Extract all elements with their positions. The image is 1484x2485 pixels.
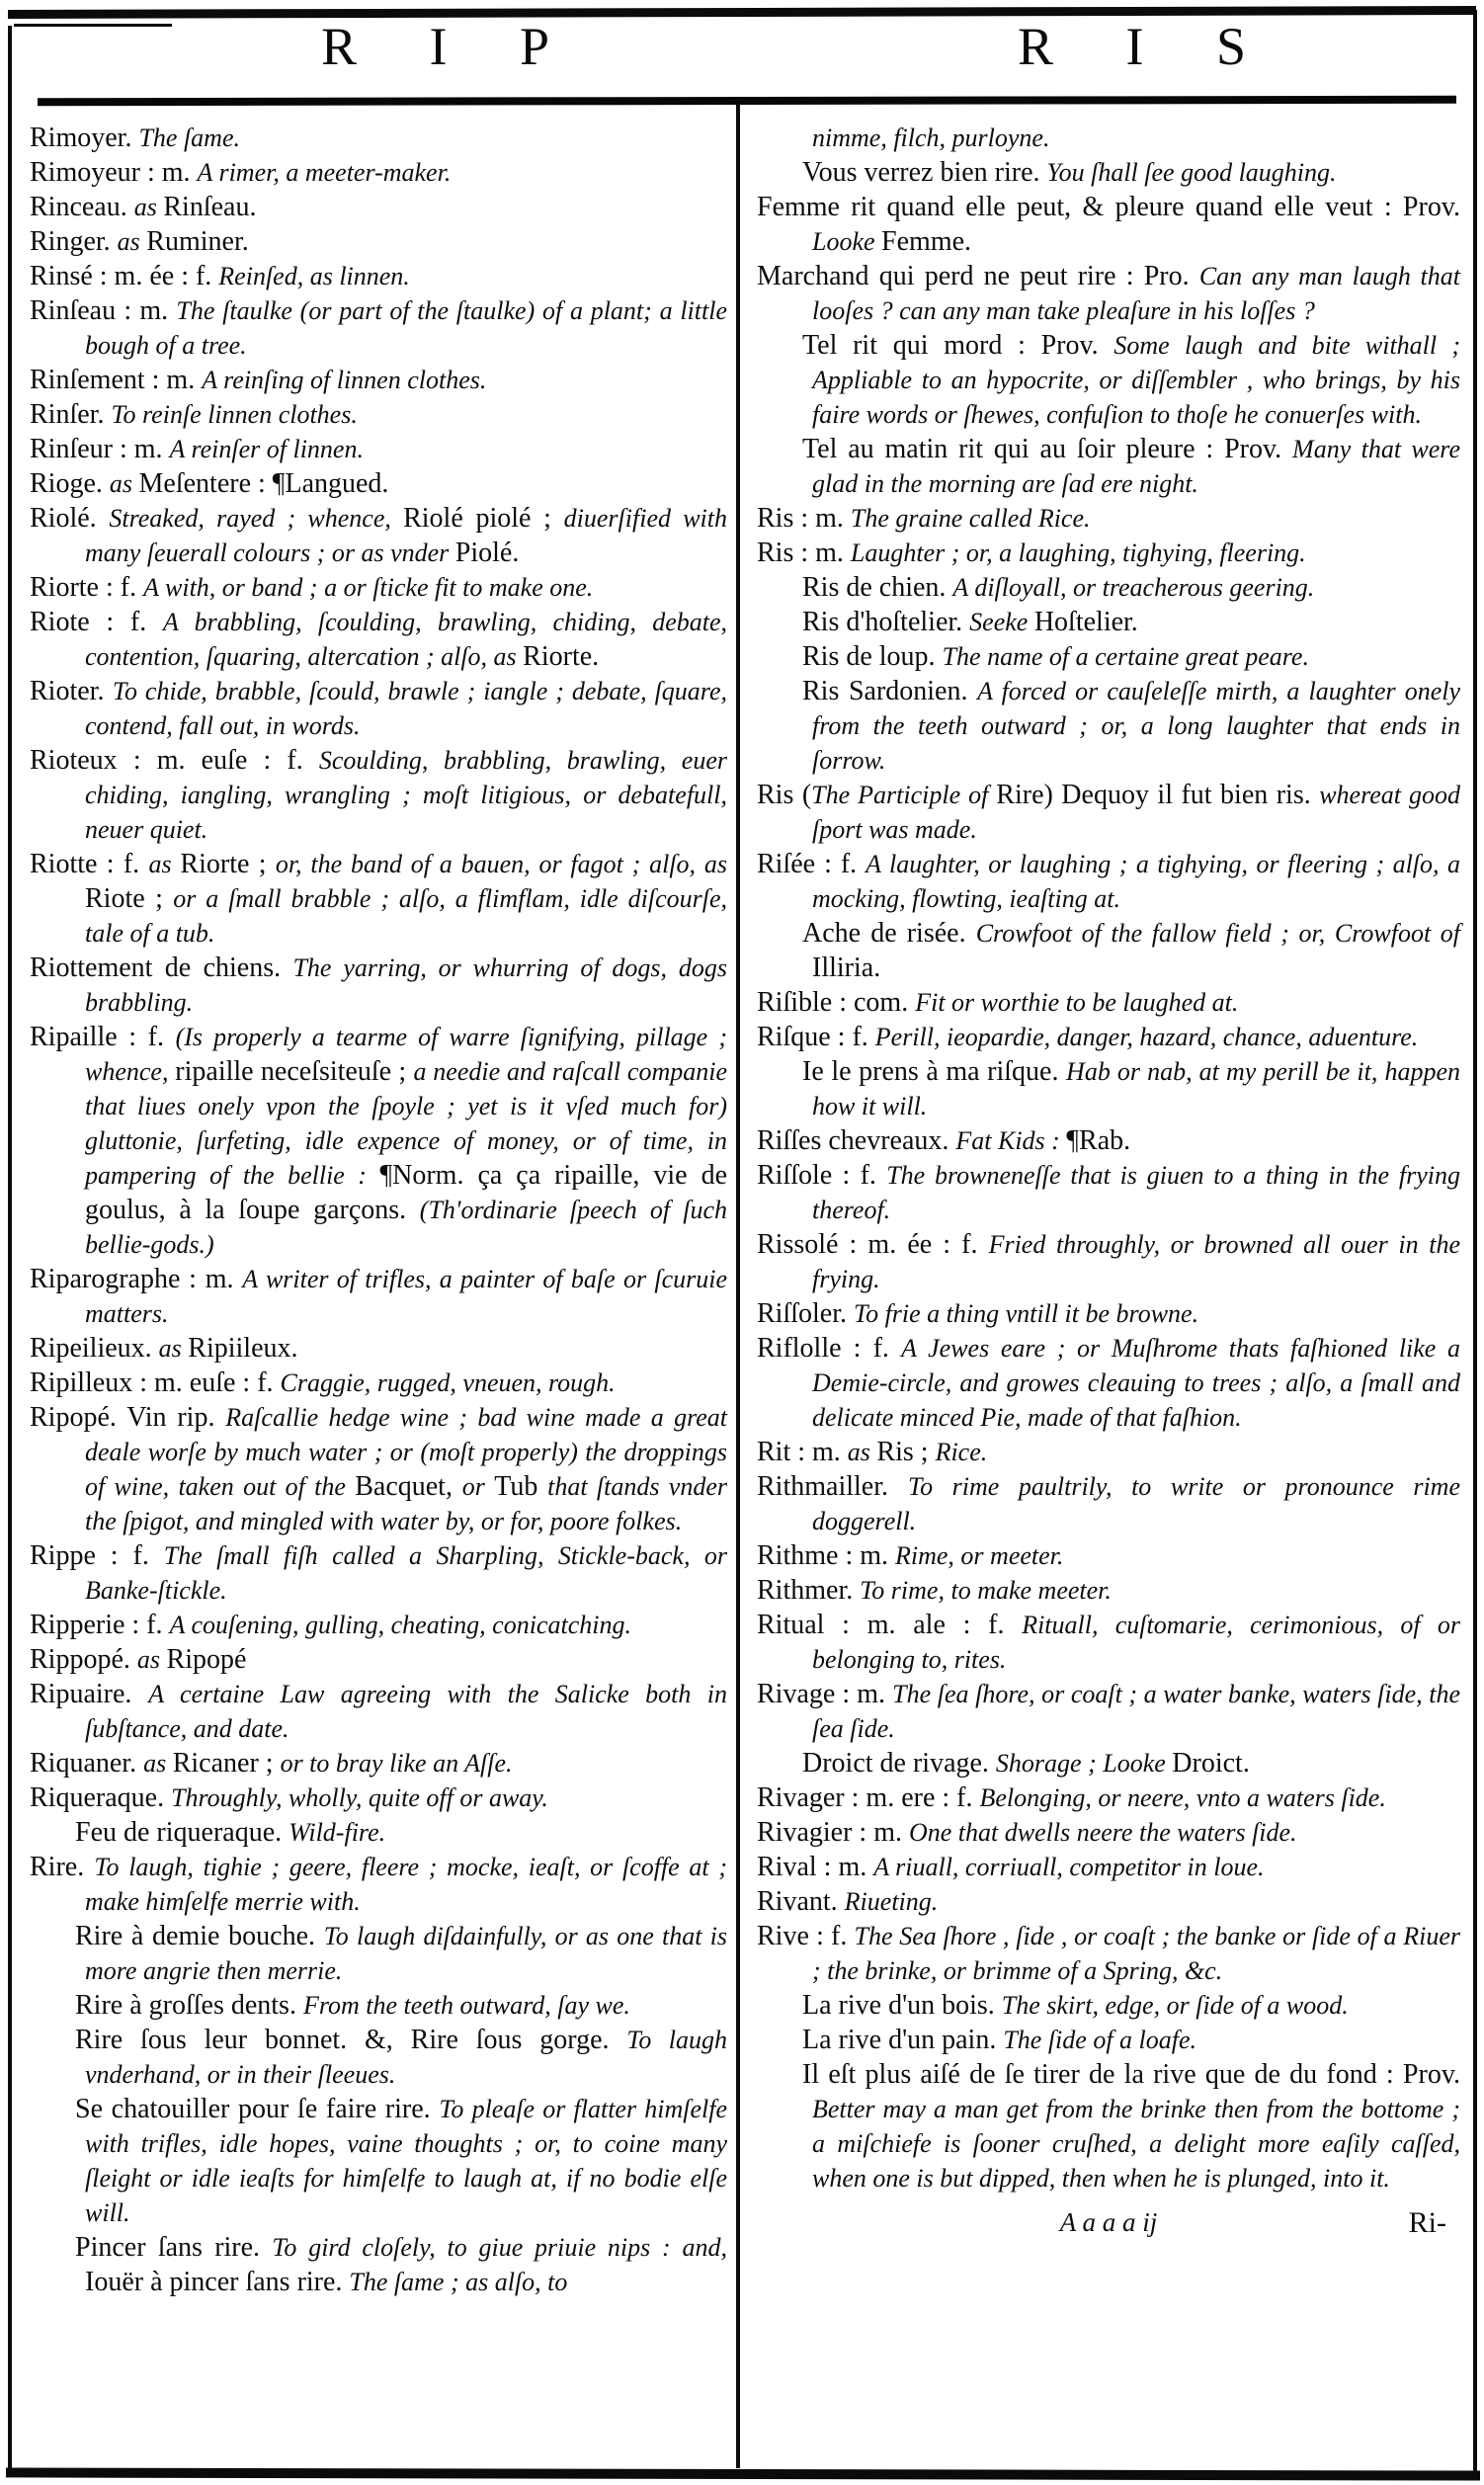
headword-text: Riorte ;	[180, 849, 276, 879]
gloss-text: as	[158, 1334, 189, 1363]
gloss-text: The ſea ſhore, or coaſt ; a water banke, waters ſide, the ſea ſide.	[812, 1680, 1461, 1743]
gloss-text: Fried throughly, or browned all ouer in the frying.	[812, 1230, 1460, 1293]
dictionary-entry	[30, 1020, 727, 1262]
gloss-text: The ſmall fiſh called a Sharpling, Stickle-back, or Banke-ſtickle.	[85, 1541, 727, 1605]
headword-text: Ripiileux.	[188, 1333, 298, 1364]
dictionary-subentry	[757, 1054, 1460, 1123]
headword-text: Rithme : m.	[757, 1540, 895, 1571]
headword-text: Meſentere : ¶Langued.	[138, 468, 389, 499]
headword-text: Rire.	[30, 1852, 95, 1882]
gloss-text: To reinſe linnen clothes.	[111, 400, 358, 429]
headword-text: Rinſeau.	[163, 192, 257, 222]
dictionary-entry	[30, 501, 727, 570]
gloss-text: Rice.	[935, 1438, 988, 1466]
headword-text: ¶Rab.	[1066, 1125, 1131, 1156]
headword-text: Rioter.	[30, 676, 113, 706]
gloss-text: Some laugh and bite withall ; Appliable to an hypocrite, or diſſembler , who brings, by his faire words or ſhewes, confuſion to thoſe he conuerſes with.	[812, 331, 1461, 429]
gloss-text: Scoulding, brabbling, brawling, euer chiding, iangling, wrangling ; moſt litigious, or debatefull, neuer quiet.	[85, 746, 727, 844]
gloss-text: Throughly, wholly, quite off or away.	[171, 1783, 548, 1812]
gloss-text: as	[109, 469, 139, 498]
gloss-text: The skirt, edge, or ſide of a wood.	[1001, 1991, 1349, 2020]
headword-text: Rissolé : m. ée : f.	[757, 1229, 989, 1260]
headword-text: Rivant.	[757, 1886, 845, 1917]
headword-text: Pincer ſans rire.	[75, 2232, 273, 2263]
headword-text: Rithmailler.	[757, 1471, 909, 1502]
gloss-text: Shorage ; Looke	[995, 1749, 1173, 1778]
gloss-text: A laughter, or laughing ; a tighying, or fleering ; alſo, a mocking, flowting, ieaſting at.	[812, 850, 1460, 913]
gloss-text: To rime, to make meeter.	[860, 1576, 1112, 1605]
dictionary-subentry	[757, 674, 1460, 778]
headword-text: Rimoyeur : m.	[30, 157, 198, 188]
headword-text: Rire) Dequoy il fut bien ris.	[996, 780, 1320, 810]
dictionary-entry	[30, 1366, 727, 1400]
dictionary-entry	[30, 1781, 727, 1815]
dictionary-entry	[30, 259, 727, 293]
headword-text: Ris : m.	[757, 538, 851, 568]
dictionary-entry	[30, 1850, 727, 1919]
headword-text: Rippe : f.	[30, 1540, 164, 1571]
dictionary-entry	[30, 743, 727, 847]
gloss-text: To laugh vnderhand, or in their ſleeues.	[85, 2026, 728, 2089]
gloss-text: A Jewes eare ; or Muſhrome thats faſhioned like a Demie-circle, and growes cleauing to trees ; alſo, a ſmall and delicate minced Pie, made of that faſhion.	[812, 1334, 1460, 1432]
headword-text: Rit : m.	[757, 1437, 848, 1467]
gloss-text: To rime paultrily, to write or pronounce rime doggerell.	[812, 1472, 1460, 1535]
headword-text: Ripeilieux.	[30, 1333, 159, 1364]
headword-text: Riolé piolé ;	[403, 503, 564, 534]
left-column	[30, 121, 727, 2299]
headword-text: Ripopé. Vin rip.	[30, 1402, 226, 1433]
headword-text: Riorte : f.	[30, 572, 144, 603]
page-border-left	[8, 26, 12, 2475]
gloss-text: A forced or cauſeleſſe mirth, a laughter onely from the teeth outward ; or, a long laughter that ends in ſorrow.	[812, 677, 1461, 775]
headword-text: Rivager : m. ere : f.	[757, 1782, 980, 1813]
headword-text: Rire à demie bouche.	[75, 1921, 324, 1951]
dictionary-subentry	[757, 328, 1460, 432]
gloss-text: To laugh, tighie ; geere, fleere ; mocke, ieaſt, or ſcoffe at ; make himſelfe merrie with.	[85, 1853, 727, 1916]
headword-text: Tub	[494, 1471, 548, 1502]
gloss-text: Craggie, rugged, vneuen, rough.	[280, 1368, 616, 1397]
headword-text: Ruminer.	[146, 226, 249, 257]
gloss-text: as	[847, 1438, 877, 1466]
gloss-text: Rime, or meeter.	[895, 1541, 1064, 1570]
gloss-text: Fat Kids :	[955, 1126, 1067, 1155]
dictionary-entry	[30, 466, 727, 501]
dictionary-entry	[757, 847, 1460, 916]
gloss-text: A brabbling, ſcoulding, brawling, chiding, debate, contention, ſquaring, altercation ; alſo, as	[85, 608, 728, 671]
dictionary-entry	[30, 224, 727, 259]
dictionary-subentry	[30, 2092, 727, 2230]
headword-text: Ringer.	[30, 226, 118, 257]
dictionary-subentry	[30, 2230, 727, 2299]
headword-text: Vous verrez bien rire.	[802, 157, 1047, 188]
headword-text: Rippopé.	[30, 1644, 137, 1675]
headword-text: Riſſoler.	[757, 1298, 854, 1329]
headword-text: Il eſt plus aiſé de ſe tirer de la rive que de du fond : Prov.	[802, 2059, 1460, 2090]
headword-text: Riote : f.	[30, 607, 163, 637]
headword-text: Ie le prens à ma riſque.	[802, 1056, 1067, 1087]
dictionary-entry	[30, 363, 727, 397]
gloss-text: Streaked, rayed ; whence,	[109, 504, 404, 533]
headword-text: Riolé.	[30, 503, 110, 534]
gloss-text: To frie a thing vntill it be browne.	[854, 1299, 1199, 1328]
headword-text: Riote ;	[85, 883, 174, 914]
headword-text: Se chatouiller pour ſe faire rire.	[75, 2094, 440, 2124]
page-border-right	[1473, 10, 1477, 2477]
dictionary-entry	[757, 1227, 1460, 1296]
signature-mark: A a a a ij	[1059, 2207, 1158, 2237]
headword-text: Rioge.	[30, 468, 110, 499]
headword-text: Rinſeur : m.	[30, 434, 170, 464]
headword-text: Ricaner ;	[172, 1748, 281, 1779]
gloss-text: Better may a man get from the brinke then from the bottome ; a miſchiefe is ſooner cruſhed, a delight more eaſily caſſed, when one is but dipped, then when he is plunged, into it.	[812, 2095, 1460, 2193]
gloss-text: To gird cloſely, to giue priuie nips : and,	[272, 2233, 727, 2262]
headword-text: Rivage : m.	[757, 1679, 893, 1709]
dictionary-entry	[757, 190, 1460, 259]
headword-text: Ris de loup.	[802, 641, 943, 672]
headword-text: Rive : f.	[757, 1921, 855, 1951]
dictionary-subentry	[757, 1988, 1460, 2023]
dictionary-entry	[30, 293, 727, 363]
headword-text: Riſſes chevreaux.	[757, 1125, 956, 1156]
gloss-text: The Sea ſhore , ſide , or coaſt ; the banke or ſide of a Riuer ; the brinke, or brimme of a Spring, &c.	[812, 1922, 1460, 1985]
headword-text: Ripopé	[166, 1644, 247, 1675]
dictionary-entry	[30, 1262, 727, 1331]
headword-text: Rimoyer.	[30, 123, 139, 153]
headword-text: Ripilleux : m. euſe : f.	[30, 1367, 281, 1398]
dictionary-subentry	[757, 605, 1460, 639]
dictionary-entry	[757, 1608, 1460, 1677]
footer-row	[757, 2205, 1460, 2245]
gloss-text: as	[136, 1645, 167, 1674]
headword-text: Feu de riqueraque.	[75, 1817, 289, 1848]
dictionary-entry	[757, 1850, 1460, 1884]
headword-text: La rive d'un pain.	[802, 2025, 1004, 2055]
gloss-text: A diſloyall, or treacherous geering.	[952, 573, 1315, 602]
gloss-text: that ſtands vnder the ſpigot, and mingled with water by, or for, poore folkes.	[85, 1472, 727, 1535]
gloss-text: A reinſing of linnen clothes.	[202, 366, 487, 394]
gloss-text: Can any man laugh that looſes ? can any man take pleaſure in his loſſes ?	[812, 262, 1460, 325]
dictionary-subentry	[757, 916, 1460, 985]
headword-text: Droict.	[1172, 1748, 1250, 1779]
dictionary-entry	[30, 1331, 727, 1366]
dictionary-entry	[757, 778, 1460, 847]
headword-text: Ritual : m. ale : f.	[757, 1610, 1023, 1640]
dictionary-entry	[757, 1123, 1460, 1158]
gloss-text: The graine called Rice.	[850, 504, 1091, 533]
dictionary-entry	[757, 1020, 1460, 1054]
dictionary-subentry	[757, 570, 1460, 605]
gloss-text: A writer of trifles, a painter of baſe or ſcuruie matters.	[85, 1265, 727, 1328]
gloss-text: Riueting.	[844, 1887, 939, 1916]
headword-text: Rire à groſſes dents.	[75, 1990, 303, 2021]
dictionary-entry	[30, 847, 727, 951]
dictionary-entry	[30, 190, 727, 224]
dictionary-entry	[757, 1677, 1460, 1746]
headword-text: Ris (	[757, 780, 812, 810]
headword-text: Riſible : com.	[757, 987, 916, 1018]
headword-text: Tel au matin rit qui au ſoir pleure : Prov.	[802, 434, 1293, 464]
gloss-text: The Participle of	[811, 781, 997, 809]
headword-text: Riottement de chiens.	[30, 953, 293, 983]
gloss-text: A riuall, corriuall, competitor in loue.	[873, 1853, 1265, 1881]
headword-text: Ris de chien.	[802, 572, 953, 603]
headword-text: Rinſement : m.	[30, 365, 203, 395]
gloss-text: A couſening, gulling, cheating, conicatching.	[169, 1611, 631, 1639]
dictionary-entry	[30, 432, 727, 466]
gloss-text: The yarring, or whurring of dogs, dogs brabbling.	[85, 953, 727, 1017]
dictionary-entry	[30, 570, 727, 605]
headword-text: Riſſole : f.	[757, 1160, 887, 1191]
gloss-text: From the teeth outward, ſay we.	[302, 1991, 630, 2020]
gloss-text: To laugh diſdainfully, or as one that is more angrie then merrie.	[85, 1922, 727, 1985]
gloss-text: The browneneſſe that is giuen to a thing in the frying thereof.	[812, 1161, 1460, 1224]
headword-text: Ripperie : f.	[30, 1610, 170, 1640]
dictionary-subentry	[30, 1988, 727, 2023]
dictionary-entry	[30, 951, 727, 1020]
header-rule	[38, 96, 1456, 107]
dictionary-entry	[30, 605, 727, 674]
gloss-text: A with, or band ; a or ſticke fit to make one.	[143, 573, 594, 602]
headword-text: Rithmer.	[757, 1575, 861, 1606]
dictionary-entry	[757, 985, 1460, 1020]
dictionary-entry	[757, 259, 1460, 328]
gloss-text: The ſtaulke (or part of the ſtaulke) of a plant; a little bough of a tree.	[85, 296, 727, 360]
gloss-text: A certaine Law agreeing with the Salicke both in ſubſtance, and date.	[85, 1680, 727, 1743]
gloss-text: Laughter ; or, a laughing, tighying, fleering.	[850, 538, 1306, 567]
headword-text: Rivagier : m.	[757, 1817, 909, 1848]
dictionary-subentry	[757, 2023, 1460, 2057]
gloss-text: as	[117, 227, 147, 256]
headword-text: Rire ſous leur bonnet. &, Rire ſous gorge.	[75, 2025, 627, 2055]
gloss-text: or, the band of a bauen, or fagot ; alſo, as	[275, 850, 727, 878]
dictionary-entry	[757, 1158, 1460, 1227]
gloss-text: A reinſer of linnen.	[169, 435, 364, 463]
headword-text: Femme.	[881, 226, 972, 257]
headword-text: ¶Norm. ça ça ripaille, vie de goulus, à la ſoupe garçons.	[85, 1160, 727, 1225]
dictionary-entry	[30, 1538, 727, 1608]
gloss-text: A rimer, a meeter-maker.	[197, 158, 452, 187]
gloss-text: The ſame.	[138, 124, 240, 152]
headword-text: Marchand qui perd ne peut rire : Pro.	[757, 261, 1199, 291]
gloss-text: Raſcallie hedge wine ; bad wine made a great deale worſe by much water ; or (moſt properly) the droppings of wine, taken out of the	[85, 1403, 727, 1501]
right-column	[757, 121, 1460, 2245]
gloss-text: Belonging, or neere, vnto a waters ſide.	[979, 1783, 1386, 1812]
entry-continuation	[757, 121, 1460, 155]
headword-text: Droict de rivage.	[802, 1748, 996, 1779]
headword-text: Rinceau.	[30, 192, 134, 222]
gloss-text: Many that were glad in the morning are ſad ere night.	[812, 435, 1460, 498]
dictionary-entry	[757, 1573, 1460, 1608]
headword-text: Piolé.	[454, 538, 520, 568]
gloss-text: or a ſmall brabble ; alſo, a flimflam, idle diſcourſe, tale of a tub.	[85, 884, 727, 948]
gloss-text: or to bray like an Aſſe.	[280, 1749, 513, 1778]
page-border-bottom	[6, 2467, 1480, 2480]
headword-text: Rinsé : m. ée : f.	[30, 261, 219, 291]
dictionary-subentry	[757, 1746, 1460, 1781]
dictionary-subentry	[30, 2023, 727, 2092]
headword-text: La rive d'un bois.	[802, 1990, 1002, 2021]
dictionary-subentry	[757, 639, 1460, 674]
gloss-text: Hab or nab, at my perill be it, happen how it will.	[812, 1057, 1460, 1120]
gloss-text: Fit or worthie to be laughed at.	[915, 988, 1239, 1017]
gloss-text: Seeke	[969, 608, 1034, 636]
gloss-text: You ſhall ſee good laughing.	[1046, 158, 1337, 187]
gloss-text: The name of a certaine great peare.	[942, 642, 1309, 671]
headword-text: Iouër à pincer ſans rire.	[85, 2267, 350, 2297]
dictionary-entry	[757, 536, 1460, 570]
guide-word-left: R I P	[321, 17, 580, 76]
dictionary-subentry	[30, 1815, 727, 1850]
dictionary-entry	[30, 1746, 727, 1781]
dictionary-entry	[30, 1400, 727, 1538]
dictionary-entry	[30, 1608, 727, 1642]
headword-text: Tel rit qui mord : Prov.	[802, 330, 1114, 361]
dictionary-entry	[757, 1331, 1460, 1435]
headword-text: Ripuaire.	[30, 1679, 149, 1709]
headword-text: Riſque : f.	[757, 1022, 875, 1052]
headword-text: Riorte.	[523, 641, 600, 672]
gloss-text: as	[143, 1749, 173, 1778]
gloss-text: (Th'ordinarie ſpeech of ſuch bellie-gods.)	[85, 1196, 727, 1259]
dictionary-entry	[757, 1538, 1460, 1573]
headword-text: Rival : m.	[757, 1852, 874, 1882]
headword-text: Hoſtelier.	[1033, 607, 1138, 637]
dictionary-entry	[757, 1781, 1460, 1815]
headword-text: Riſée : f.	[757, 849, 866, 879]
gloss-text: or	[461, 1472, 495, 1501]
gloss-text: whereat good ſport was made.	[812, 781, 1460, 844]
dictionary-entry	[30, 121, 727, 155]
dictionary-entry	[30, 1642, 727, 1677]
headword-text: Ris Sardonien.	[802, 676, 978, 706]
gloss-text: The ſame ; as alſo, to	[349, 2268, 568, 2296]
gloss-text: (Is properly a tearme of warre ſignifying, pillage ; whence,	[85, 1023, 727, 1086]
dictionary-entry	[30, 397, 727, 432]
dictionary-entry	[757, 1296, 1460, 1331]
catchword: Ri-	[1408, 2206, 1446, 2239]
headword-text: Rinſer.	[30, 399, 112, 430]
guide-word-right: R I S	[1018, 17, 1277, 76]
gloss-text: Crowfoot of the fallow field ; or, Crowfoot of	[975, 919, 1460, 948]
dictionary-entry	[757, 1919, 1460, 1988]
dictionary-entry	[757, 501, 1460, 536]
headword-text: Ris ;	[876, 1437, 936, 1467]
dictionary-entry	[30, 155, 727, 190]
dictionary-entry	[30, 1677, 727, 1746]
dictionary-entry	[757, 1435, 1460, 1469]
dictionary-entry	[757, 1884, 1460, 1919]
dictionary-entry	[757, 1815, 1460, 1850]
headword-text: ripaille neceſsiteuſe ;	[175, 1056, 414, 1087]
headword-text: Riquaner.	[30, 1748, 144, 1779]
gloss-text: To pleaſe or flatter himſelfe with trifles, idle hopes, vaine thoughts ; or, to coine many ſleight or idle ieaſts for himſelfe to laugh at, if no bodie elſe will.	[85, 2095, 727, 2227]
headword-text: Ris : m.	[757, 503, 851, 534]
headword-text: Ris d'hoſtelier.	[802, 607, 970, 637]
dictionary-subentry	[30, 1919, 727, 1988]
gloss-text: Rituall, cuſtomarie, cerimonious, of or belonging to, rites.	[812, 1611, 1460, 1674]
headword-text: Ripaille : f.	[30, 1022, 176, 1052]
headword-text: Riqueraque.	[30, 1782, 172, 1813]
dictionary-subentry	[757, 2057, 1460, 2195]
headword-text: Bacquet,	[355, 1471, 462, 1502]
dictionary-subentry	[757, 155, 1460, 190]
gloss-text: The ſide of a loafe.	[1003, 2026, 1197, 2054]
gloss-text: One that dwells neere the waters ſide.	[908, 1818, 1297, 1847]
headword-text: Illiria.	[812, 953, 881, 983]
headword-text: Ache de risée.	[802, 918, 976, 949]
headword-text: Femme rit quand elle peut, & pleure quand elle veut : Prov.	[757, 192, 1460, 222]
headword-text: Rinſeau : m.	[30, 295, 177, 326]
gloss-text: Perill, ieopardie, danger, hazard, chance, aduenture.	[874, 1023, 1419, 1051]
gloss-text: as	[133, 193, 164, 221]
headword-text: Riotte : f.	[30, 849, 149, 879]
gloss-text: a needie and raſcall companie that liues onely vpon the ſpoyle ; yet is it vſed much for) gluttonie, ſurfeting, idle expence of money, or of time, in pampering of the bellie :	[85, 1057, 727, 1190]
headword-text: Riparographe : m.	[30, 1264, 243, 1294]
dictionary-subentry	[757, 432, 1460, 501]
gloss-text: nimme, filch, purloyne.	[812, 124, 1050, 152]
gloss-text: To chide, brabble, ſcould, brawle ; iangle ; debate, ſquare, contend, fall out, in words.	[85, 677, 727, 740]
page-border-top-inner	[14, 24, 172, 27]
dictionary-entry	[30, 674, 727, 743]
gloss-text: Wild-fire.	[289, 1818, 386, 1847]
gloss-text: diuerſified with many ſeuerall colours ; or as vnder	[85, 504, 727, 567]
gloss-text: Looke	[812, 227, 882, 256]
headword-text: Rioteux : m. euſe : f.	[30, 745, 319, 776]
column-divider-rule	[736, 105, 740, 2468]
dictionary-entry	[757, 1469, 1460, 1538]
gloss-text: Reinſed, as linnen.	[218, 262, 410, 290]
headword-text: Riflolle : f.	[757, 1333, 902, 1364]
gloss-text: as	[148, 850, 181, 878]
